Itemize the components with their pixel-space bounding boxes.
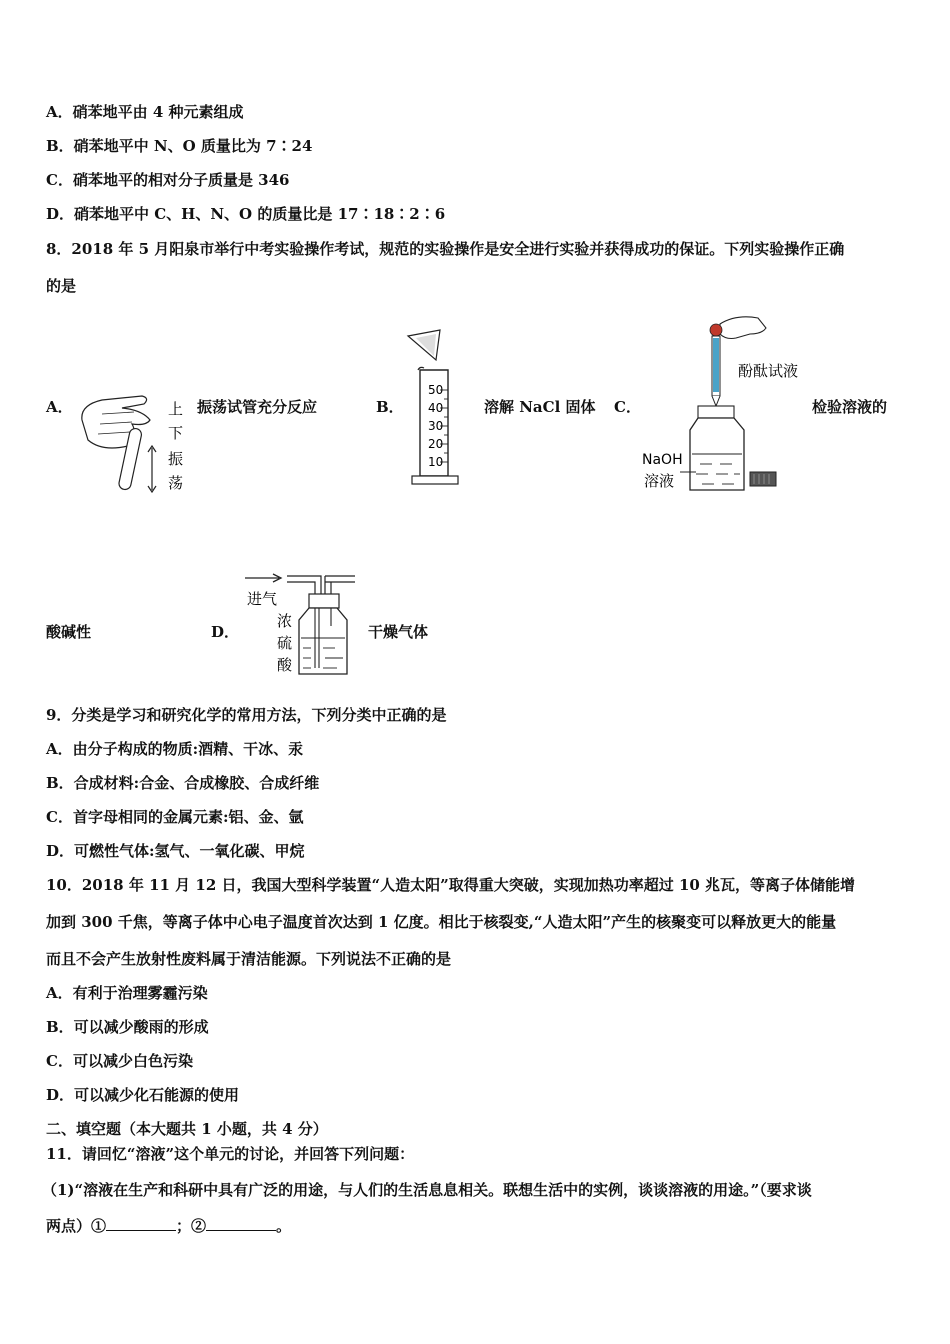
acid-label-3: 酸 bbox=[277, 656, 293, 674]
fig-a-label-v1: 振 bbox=[168, 450, 184, 468]
q11-part1-answer-line bbox=[46, 1216, 291, 1236]
q8-option-a-caption: 振荡试管充分反应 bbox=[197, 398, 318, 416]
phenolphthalein-test-figure bbox=[640, 314, 810, 494]
q9-stem: 9．分类是学习和研究化学的常用方法，下列分类中正确的是 bbox=[46, 706, 447, 724]
gas-drying-bottle-figure bbox=[243, 570, 363, 680]
q8-option-d-caption: 干燥气体 bbox=[368, 623, 429, 641]
q10-option-d: D．可以减少化石能源的使用 bbox=[46, 1086, 240, 1104]
bottle-label-2: 溶液 bbox=[644, 472, 675, 490]
dropper-label: 酚酞试液 bbox=[738, 362, 799, 380]
q8-option-d-letter: D． bbox=[211, 623, 240, 641]
q9-option-b: B．合成材料:合金、合成橡胶、合成纤维 bbox=[46, 774, 320, 792]
q11-end: 。 bbox=[276, 1217, 292, 1235]
answer-blank-2[interactable] bbox=[206, 1216, 276, 1231]
fig-a-label-top: 上 bbox=[168, 400, 184, 418]
q10-stem-line2: 加到 300 千焦，等离子体中心电子温度首次达到 1 亿度。相比于核裂变,“人造太阳”产生的核聚变可以释放更大的能量 bbox=[46, 913, 837, 931]
cylinder-tick-40: 40 bbox=[428, 401, 444, 415]
cylinder-tick-30: 30 bbox=[428, 419, 444, 433]
fig-a-label-mid: 下 bbox=[168, 424, 184, 442]
q8-option-c-caption-1: 检验溶液的 bbox=[812, 398, 888, 416]
cylinder-tick-10: 10 bbox=[428, 455, 444, 469]
cylinder-tick-50: 50 bbox=[428, 383, 444, 397]
q11-stem: 11．请回忆“溶液”这个单元的讨论，并回答下列问题： bbox=[46, 1145, 415, 1163]
shake-test-tube-figure bbox=[72, 390, 192, 500]
q8-option-b-letter: B． bbox=[376, 398, 404, 416]
answer-blank-1[interactable] bbox=[106, 1216, 176, 1231]
q7-option-d: D．硝苯地平中 C、H、N、O 的质量比是 17∶18∶2∶6 bbox=[46, 205, 446, 223]
q9-option-d: D．可燃性气体:氢气、一氧化碳、甲烷 bbox=[46, 842, 305, 860]
q8-option-c-caption-2: 酸碱性 bbox=[46, 623, 92, 641]
bottle-label-1: NaOH bbox=[642, 452, 683, 468]
q8-option-a-letter: A． bbox=[46, 398, 73, 416]
cylinder-tick-20: 20 bbox=[428, 437, 444, 451]
q10-option-b: B．可以减少酸雨的形成 bbox=[46, 1018, 209, 1036]
inlet-label: 进气 bbox=[247, 590, 278, 608]
acid-label-2: 硫 bbox=[277, 634, 293, 652]
q8-option-b-caption: 溶解 NaCl 固体 bbox=[484, 398, 596, 416]
q7-option-b: B．硝苯地平中 N、O 质量比为 7∶24 bbox=[46, 137, 313, 155]
q11-prefix: 两点）① bbox=[46, 1217, 107, 1235]
q11-separator: ；② bbox=[176, 1217, 207, 1235]
q10-option-c: C．可以减少白色污染 bbox=[46, 1052, 193, 1070]
q9-option-a: A．由分子构成的物质:酒精、干冰、汞 bbox=[46, 740, 304, 758]
q8-option-c-letter: C． bbox=[614, 398, 641, 416]
q7-option-c: C．硝苯地平的相对分子质量是 346 bbox=[46, 171, 290, 189]
q10-option-a: A．有利于治理雾霾污染 bbox=[46, 984, 208, 1002]
acid-label-1: 浓 bbox=[277, 612, 293, 630]
section-heading: 二、填空题（本大题共 1 小题，共 4 分） bbox=[46, 1120, 328, 1138]
q9-option-c: C．首字母相同的金属元素:铝、金、氩 bbox=[46, 808, 304, 826]
q8-stem-line2: 的是 bbox=[46, 277, 77, 295]
q7-option-a: A．硝苯地平由 4 种元素组成 bbox=[46, 103, 244, 121]
q10-stem-line3: 而且不会产生放射性废料属于清洁能源。下列说法不正确的是 bbox=[46, 950, 452, 968]
q8-stem-line1: 8．2018 年 5 月阳泉市举行中考实验操作考试，规范的实验操作是安全进行实验并获得成功的保证。下列实验操作正确 bbox=[46, 240, 845, 258]
q11-part1-line1: （1)“溶液在生产和科研中具有广泛的用途，与人们的生活息息相关。联想生活中的实例，谈谈溶液的用途。”（要求谈 bbox=[42, 1181, 812, 1199]
fig-a-label-v2: 荡 bbox=[168, 474, 184, 492]
q10-stem-line1: 10．2018 年 11 月 12 日，我国大型科学装置“人造太阳”取得重大突破，实现加热功率超过 10 兆瓦，等离子体储能增 bbox=[46, 876, 856, 894]
graduated-cylinder-figure bbox=[402, 326, 472, 491]
